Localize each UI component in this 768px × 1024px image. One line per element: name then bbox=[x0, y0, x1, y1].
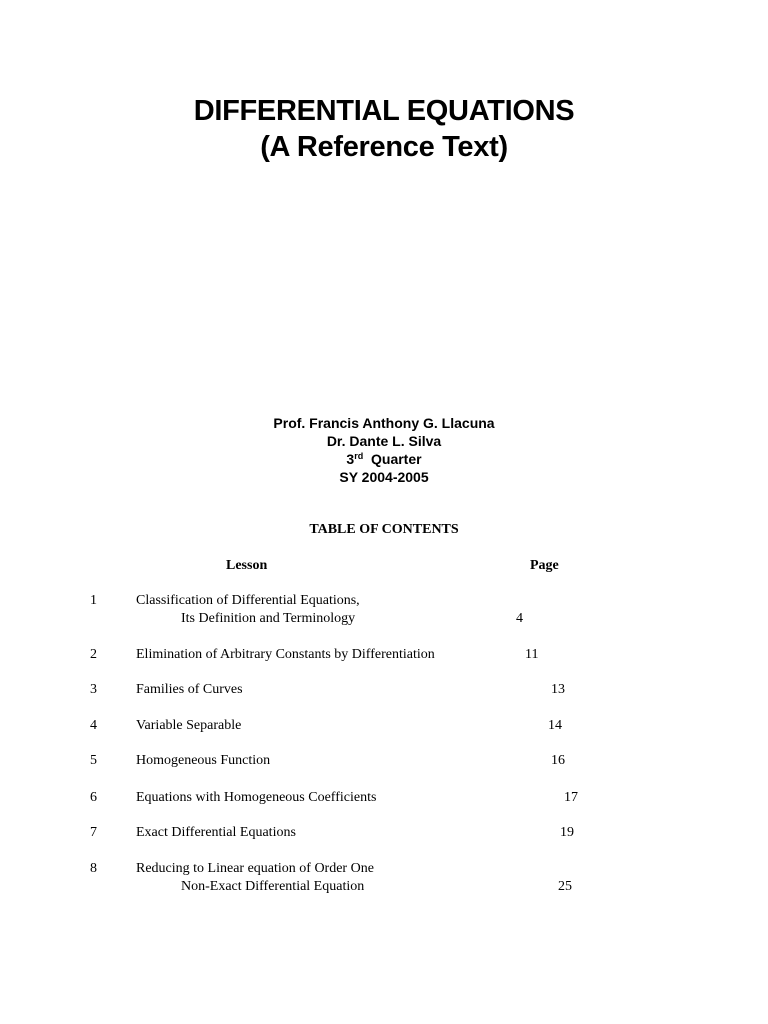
toc-entry-page: 16 bbox=[551, 753, 565, 768]
toc-entry-number: 8 bbox=[90, 861, 97, 876]
toc-entry-title: Reducing to Linear equation of Order One bbox=[136, 861, 374, 876]
toc-entry-number: 3 bbox=[90, 682, 97, 697]
toc-entry-number: 4 bbox=[90, 718, 97, 733]
toc-entry-page: 17 bbox=[564, 790, 578, 805]
quarter-number: 3 bbox=[346, 451, 355, 467]
toc-entry-title: Homogeneous Function bbox=[136, 753, 271, 768]
author-1: Prof. Francis Anthony G. Llacuna bbox=[273, 415, 495, 431]
toc-entry-page: 14 bbox=[548, 718, 562, 733]
toc-entry-number: 6 bbox=[90, 790, 97, 805]
document-title-line1: DIFFERENTIAL EQUATIONS bbox=[193, 95, 575, 127]
toc-entry-page: 13 bbox=[551, 682, 565, 697]
quarter-line bbox=[0, 450, 768, 468]
toc-entry-number: 1 bbox=[90, 593, 97, 608]
toc-entry-page: 4 bbox=[516, 611, 523, 626]
toc-entry-title: Variable Separable bbox=[136, 718, 242, 733]
document-title-line2: (A Reference Text) bbox=[260, 131, 508, 163]
toc-entry-title: Classification of Differential Equations, bbox=[136, 593, 360, 608]
toc-entry-number: 7 bbox=[90, 825, 97, 840]
toc-entry-title: Families of Curves bbox=[136, 682, 243, 697]
toc-entry-title: Elimination of Arbitrary Constants by Differentiation bbox=[136, 647, 435, 662]
toc-entry-subtitle: Non-Exact Differential Equation bbox=[181, 879, 365, 894]
toc-entry-number: 2 bbox=[90, 647, 97, 662]
toc-entry-page: 19 bbox=[560, 825, 574, 840]
school-year: SY 2004-2005 bbox=[339, 469, 429, 485]
quarter-word: Quarter bbox=[371, 451, 422, 467]
toc-title: TABLE OF CONTENTS bbox=[309, 522, 459, 537]
toc-entry-page: 11 bbox=[525, 647, 539, 662]
toc-column-page: Page bbox=[530, 558, 559, 573]
toc-entry-title: Equations with Homogeneous Coefficients bbox=[136, 790, 377, 805]
toc-column-lesson: Lesson bbox=[226, 558, 268, 573]
toc-entry-title: Exact Differential Equations bbox=[136, 825, 296, 840]
quarter-suffix: rd bbox=[354, 451, 364, 461]
toc-entry-subtitle: Its Definition and Terminology bbox=[181, 611, 356, 626]
author-2: Dr. Dante L. Silva bbox=[326, 433, 442, 449]
toc-entry-page: 25 bbox=[558, 879, 572, 894]
toc-entry-number: 5 bbox=[90, 753, 97, 768]
